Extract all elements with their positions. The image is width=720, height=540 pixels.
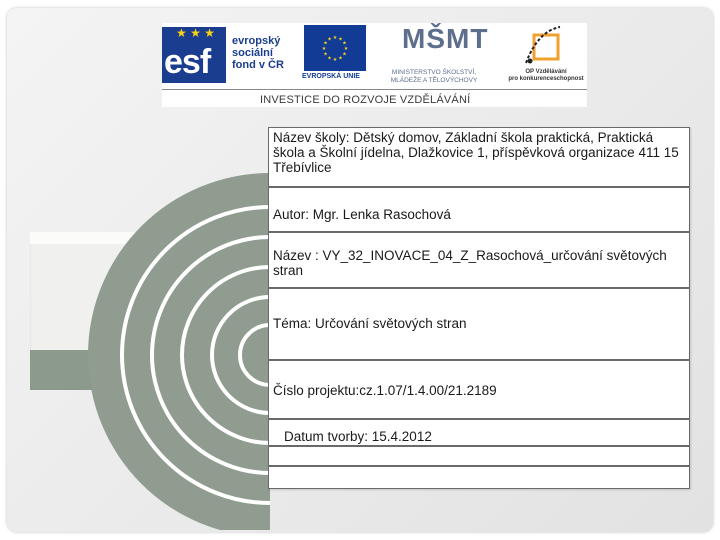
eu-flag-icon (304, 25, 366, 71)
esf-caption (232, 35, 284, 71)
info-box-name (268, 232, 690, 288)
msmt-logo: MŠMT (402, 23, 489, 54)
eu-star-icon: ★ (321, 46, 327, 52)
material-name-text: Název : VY_32_INOVACE_04_Z_Rasochová_určování světových stran (273, 248, 667, 278)
esf-caption-line: fond v ČR (232, 59, 284, 71)
eu-star-icon: ★ (342, 51, 347, 58)
eu-star-icon: ★ (327, 36, 332, 43)
info-box-topic (268, 288, 690, 360)
eu-star-icon: ★ (338, 55, 343, 62)
info-box-date (268, 419, 690, 446)
op-caption-line: pro konkurenceschopnost (508, 76, 584, 82)
eu-star-icon: ★ (343, 46, 349, 52)
eu-star-icon: ★ (342, 40, 347, 47)
info-box-empty (268, 446, 690, 466)
op-logo-icon (520, 25, 570, 67)
project-number-text: Číslo projektu:cz.1.07/1.4.00/21.2189 (273, 383, 497, 398)
eu-star-icon: ★ (338, 36, 343, 43)
eu-star-icon: ★ (327, 55, 332, 62)
creation-date-text: Datum tvorby: 15.4.2012 (284, 429, 432, 444)
info-box-author (268, 187, 690, 232)
info-box-project (268, 360, 690, 419)
eu-star-icon: ★ (323, 51, 328, 58)
msmt-caption-line: MLÁDEŽE A TĚLOVÝCHOVY (390, 77, 478, 84)
esf-logo (162, 27, 226, 83)
topic-text: Téma: Určování světových stran (273, 316, 467, 331)
eu-stars-icon (320, 33, 350, 63)
banner-divider (162, 89, 587, 90)
esf-logo-text: esf (164, 43, 211, 81)
esf-caption-line: evropský (232, 35, 281, 47)
eu-label: EVROPSKÁ UNIE (302, 73, 360, 80)
msmt-caption (374, 69, 494, 85)
eu-star-icon: ★ (323, 40, 328, 47)
info-box-school (268, 127, 690, 187)
op-caption-line: OP Vzdělávání (525, 69, 567, 75)
school-name-text: Název školy: Dětský domov, Základní škola praktická, Praktická škola a Školní jídelna, Dlažkovice 1, příspěvková organizace 411 15 Třebívlice (273, 130, 679, 175)
logo-banner (162, 23, 587, 107)
author-text: Autor: Mgr. Lenka Rasochová (273, 207, 451, 222)
eu-star-icon: ★ (332, 57, 338, 63)
info-box-empty (268, 466, 690, 489)
esf-stars-icon: ★ ★ ★ (176, 26, 215, 40)
investment-caption: INVESTICE DO ROZVOJE VZDĚLÁVÁNÍ (260, 94, 471, 106)
op-caption (504, 69, 588, 83)
eu-star-icon: ★ (332, 35, 338, 41)
msmt-caption-line: MINISTERSTVO ŠKOLSTVÍ, (391, 69, 477, 76)
esf-caption-line: sociální (232, 47, 273, 59)
